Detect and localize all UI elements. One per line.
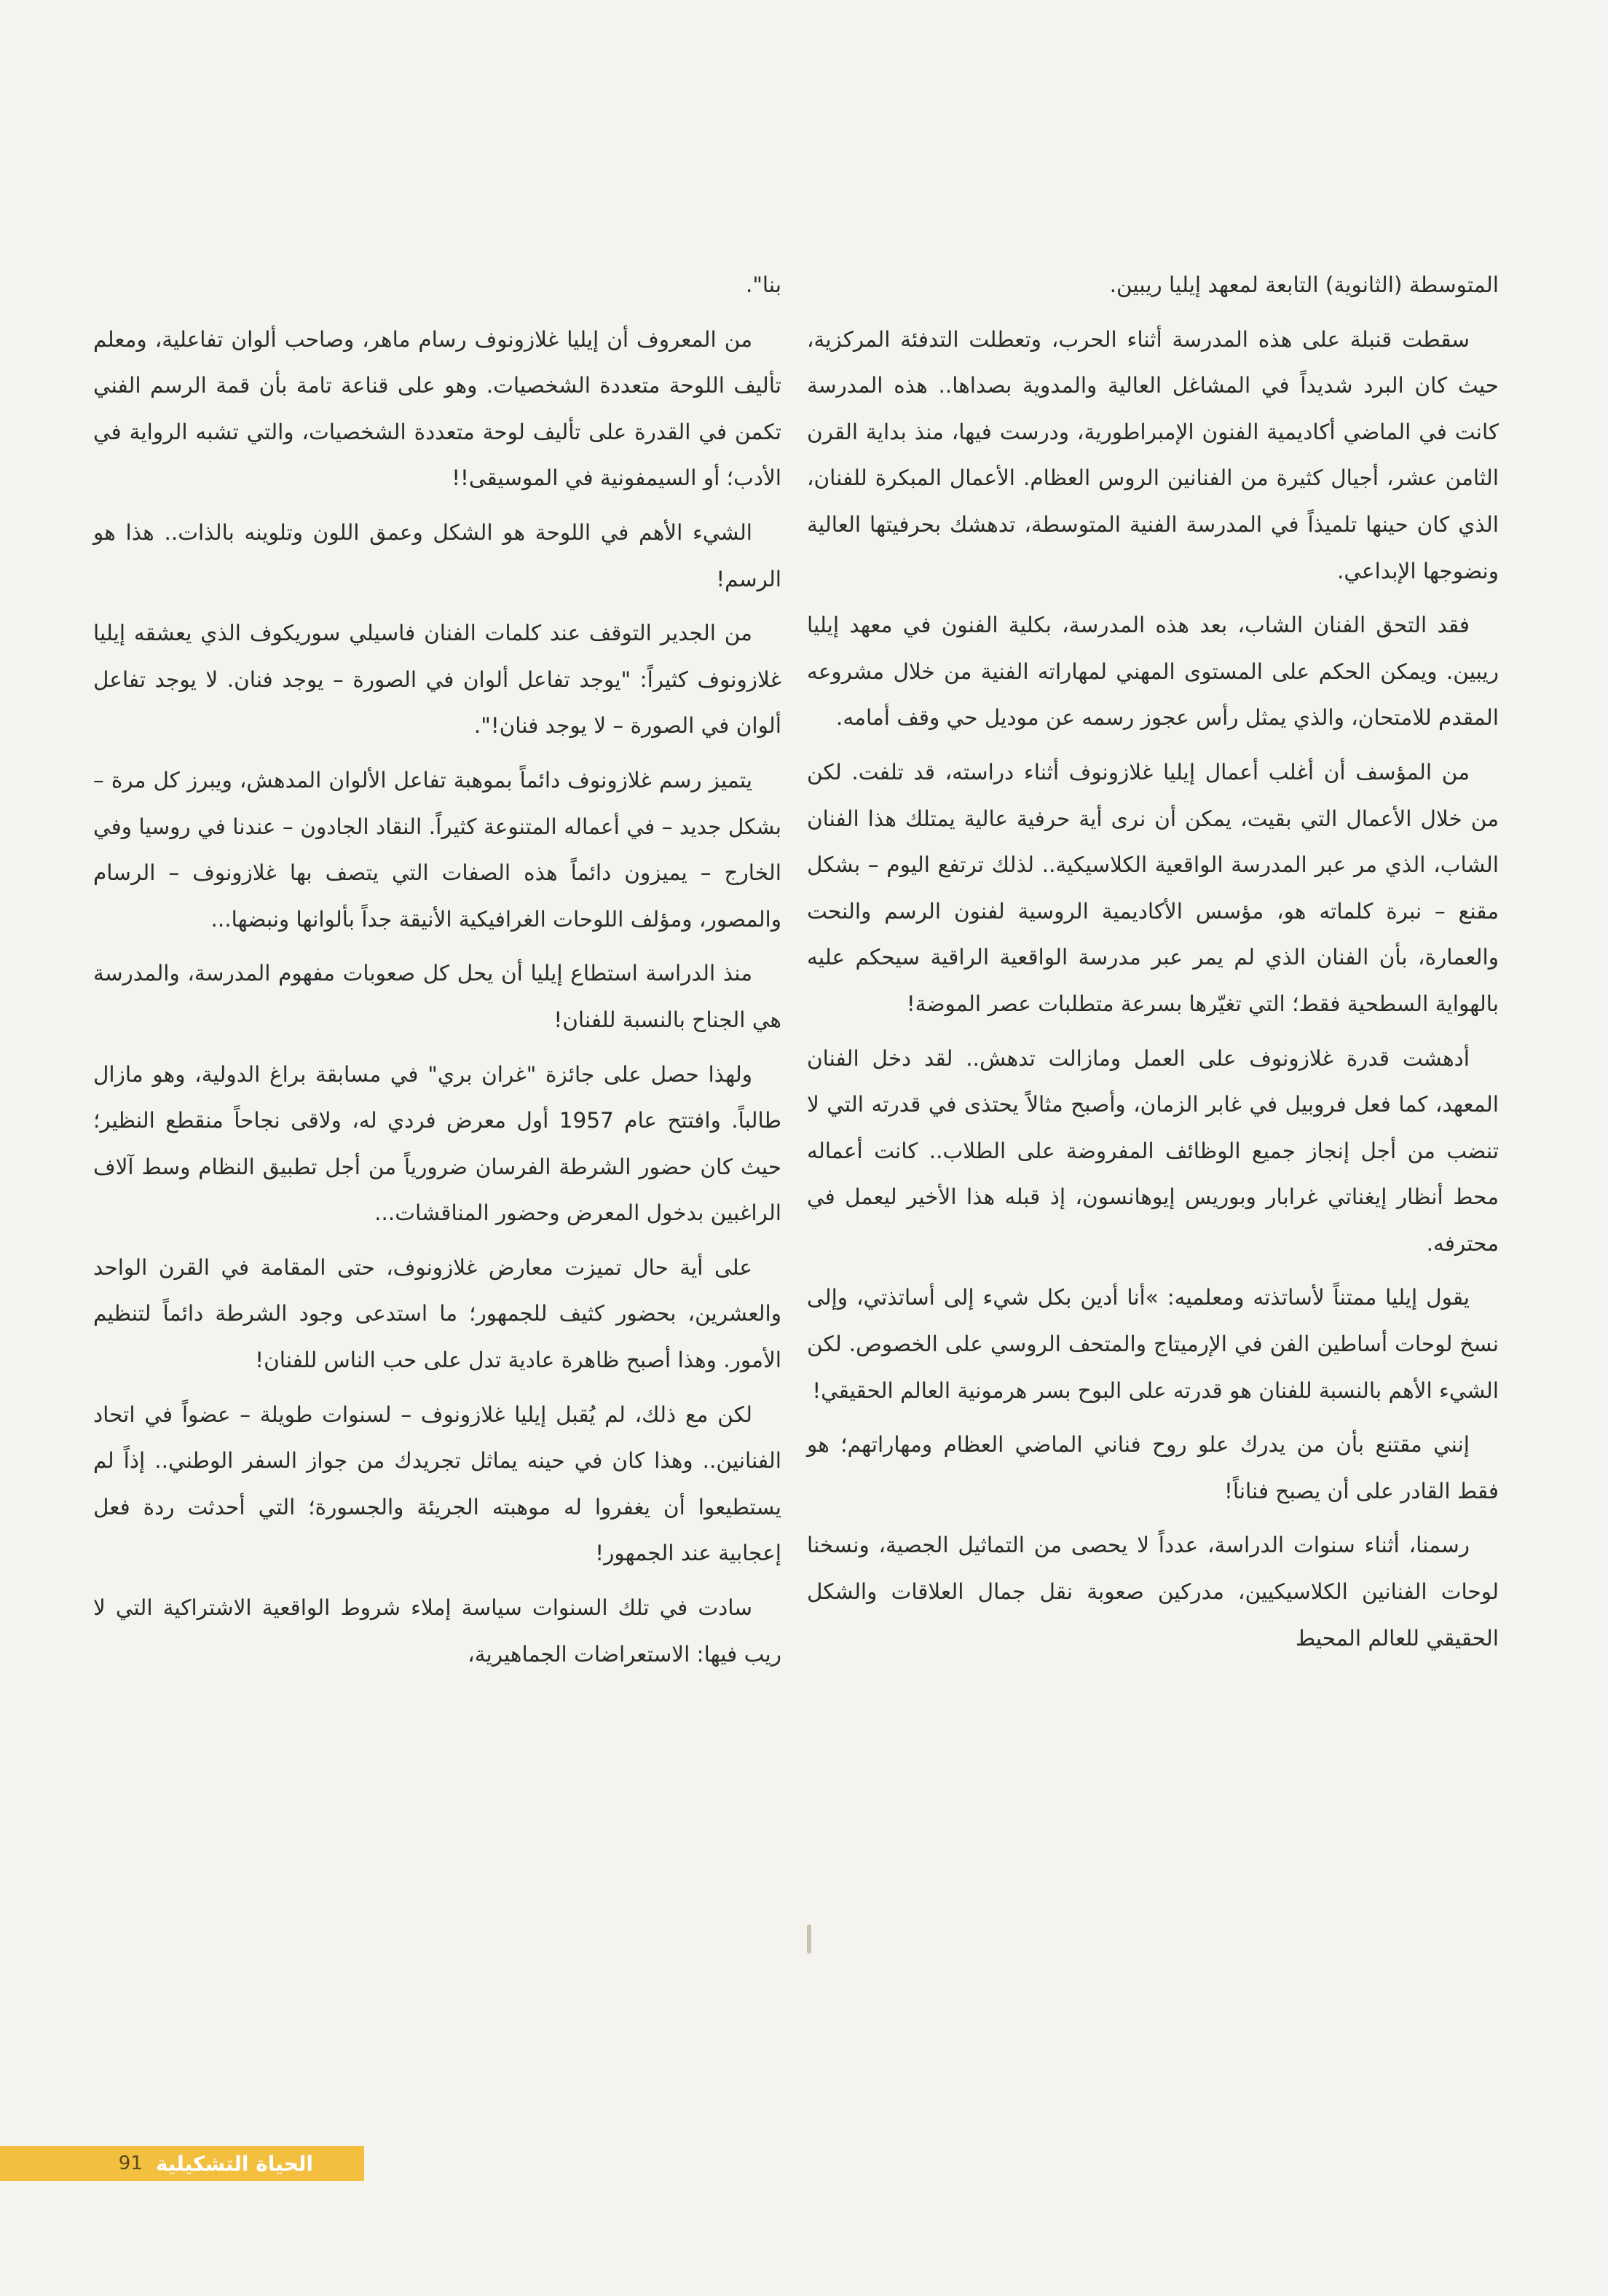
paragraph: رسمنا، أثناء سنوات الدراسة، عدداً لا يحصى من التماثيل الجصية، ونسخنا لوحات الفنانين الكلاسيكيين، مدركين صعوبة نقل جمال العلاقات والشكل الحقيقي للعالم المحيط — [807, 1533, 1499, 1651]
article-column-right — [807, 262, 1499, 1670]
paragraph: سقطت قنبلة على هذه المدرسة أثناء الحرب، وتعطلت التدفئة المركزية، حيث كان البرد شديداً في المشاغل العالية والمدوية بصداها.. هذه المدرسة كانت في الماضي أكاديمية الفنون الإمبراطورية، ودرست فيها، منذ بداية القرن الثامن عشر، أجيال كثيرة من الفنانين الروس العظام. الأعمال المبكرة للفنان، الذي كان حينها تلميذاً في المدرسة الفنية المتوسطة، تدهشك بحرفيتها العالية ونضوجها الإبداعي. — [807, 326, 1499, 583]
paragraph: ولهذا حصل على جائزة "غران بري" في مسابقة براغ الدولية، وهو مازال طالباً. وافتتح عام 1957 أول معرض فردي له، ولاقى نجاحاً منقطع النظير؛ حيث كان حضور الشرطة الفرسان ضرورياً من أجل تطبيق النظام وسط آلاف الراغبين بدخول المعرض وحضور المناقشات... — [93, 1061, 781, 1226]
page-number: 91 — [118, 2152, 143, 2174]
paragraph: فقد التحق الفنان الشاب، بعد هذه المدرسة، بكلية الفنون في معهد إيليا ريبين. ويمكن الحكم على المستوى المهني لمهاراته الفنية من خلال مشروعه المقدم للامتحان، والذي يمثل رأس عجوز رسمه عن موديل حي وقف أمامه. — [807, 613, 1499, 731]
paragraph: من الجدير التوقف عند كلمات الفنان فاسيلي سوريكوف الذي يعشقه إيليا غلازونوف كثيراً: "يوجد تفاعل ألوان في الصورة – يوجد فنان. لا يوجد تفاعل ألوان في الصورة – لا يوجد فنان!". — [93, 621, 781, 739]
footer-bar — [0, 2146, 364, 2181]
paragraph: المتوسطة (الثانوية) التابعة لمعهد إيليا ريبين. — [1109, 272, 1499, 297]
paragraph: إنني مقتنع بأن من يدرك علو روح فناني الماضي العظام ومهاراتهم؛ هو فقط القادر على أن يصبح فناناً! — [807, 1432, 1499, 1503]
magazine-title: الحياة التشكيلية — [155, 2151, 313, 2176]
article-column-left — [93, 262, 781, 1686]
paragraph: من المعروف أن إيليا غلازونوف رسام ماهر، وصاحب ألوان تفاعلية، ومعلم تأليف اللوحة متعددة الشخصيات. وهو على قناعة تامة بأن قمة الرسم الفني تكمن في القدرة على تأليف لوحة متعددة الشخصيات، والتي تشبه الرواية في الأدب؛ أو السيمفونية في الموسيقى!! — [93, 326, 781, 491]
paragraph: الشيء الأهم في اللوحة هو الشكل وعمق اللون وتلوينه بالذات.. هذا هو الرسم! — [93, 519, 781, 591]
paragraph: منذ الدراسة استطاع إيليا أن يحل كل صعوبات مفهوم المدرسة، والمدرسة هي الجناح بالنسبة للفنان! — [93, 961, 781, 1032]
paragraph: لكن مع ذلك، لم يُقبل إيليا غلازونوف – لسنوات طويلة – عضواً في اتحاد الفنانين.. وهذا كان في حينه يماثل تجريدك من جواز السفر الوطني.. إذاً لم يستطيعوا أن يغفروا له موهبته الجريئة والجسورة؛ التي أحدثت ردة فعل إعجابية عند الجمهور! — [93, 1401, 781, 1566]
paragraph: من المؤسف أن أغلب أعمال إيليا غلازونوف أثناء دراسته، قد تلفت. لكن من خلال الأعمال التي بقيت، يمكن أن نرى أية حرفية عالية يمتلك هذا الفنان الشاب، الذي مر عبر المدرسة الواقعية الكلاسيكية.. لذلك ترتفع اليوم – بشكل مقنع – نبرة كلماته هو، مؤسس الأكاديمية الروسية لفنون الرسم والنحت والعمارة، بأن الفنان الذي لم يمر عبر مدرسة الواقعية الراقية سيحكم عليه بالهواية السطحية فقط؛ التي تغيّرها بسرعة متطلبات عصر الموضة! — [807, 759, 1499, 1016]
paragraph: أدهشت قدرة غلازونوف على العمل ومازالت تدهش.. لقد دخل الفنان المعهد، كما فعل فروبيل في غابر الزمان، وأصبح مثالاً يحتذى في قدرته التي لا تنضب من أجل إنجاز جميع الوظائف المفروضة على الطلاب.. كانت أعماله محط أنظار إيغناتي غرابار وبوريس إيوهانسون، إذ قبله هذا الأخير ليعمل في محترفه. — [807, 1045, 1499, 1256]
paragraph: سادت في تلك السنوات سياسة إملاء شروط الواقعية الاشتراكية التي لا ريب فيها: الاستعراضات الجماهيرية، — [93, 1595, 781, 1667]
paragraph: بنا". — [745, 272, 781, 297]
paragraph: على أية حال تميزت معارض غلازونوف، حتى المقامة في القرن الواحد والعشرين، بحضور كثيف للجمهور؛ ما استدعى وجود الشرطة دائماً لتنظيم الأمور. وهذا أصبح ظاهرة عادية تدل على حب الناس للفنان! — [93, 1254, 781, 1373]
paragraph: يتميز رسم غلازونوف دائماً بموهبة تفاعل الألوان المدهش، ويبرز كل مرة – بشكل جديد – في أعماله المتنوعة كثيراً. النقاد الجادون – عندنا في روسيا وفي الخارج – يميزون دائماً هذه الصفات التي يتصف بها غلازونوف – الرسام والمصور، ومؤلف اللوحات الغرافيكية الأنيقة جداً بألوانها ونبضها... — [93, 767, 781, 932]
paragraph: يقول إيليا ممتناً لأساتذته ومعلميه: »أنا أدين بكل شيء إلى أساتذتي، وإلى نسخ لوحات أساطين الفن في الإرميتاج والمتحف الروسي على الخصوص. لكن الشيء الأهم بالنسبة للفنان هو قدرته على البوح بسر هرمونية العالم الحقيقي! — [807, 1285, 1499, 1403]
footer-content — [119, 2146, 313, 2181]
page-edge-mark — [807, 1925, 811, 1954]
